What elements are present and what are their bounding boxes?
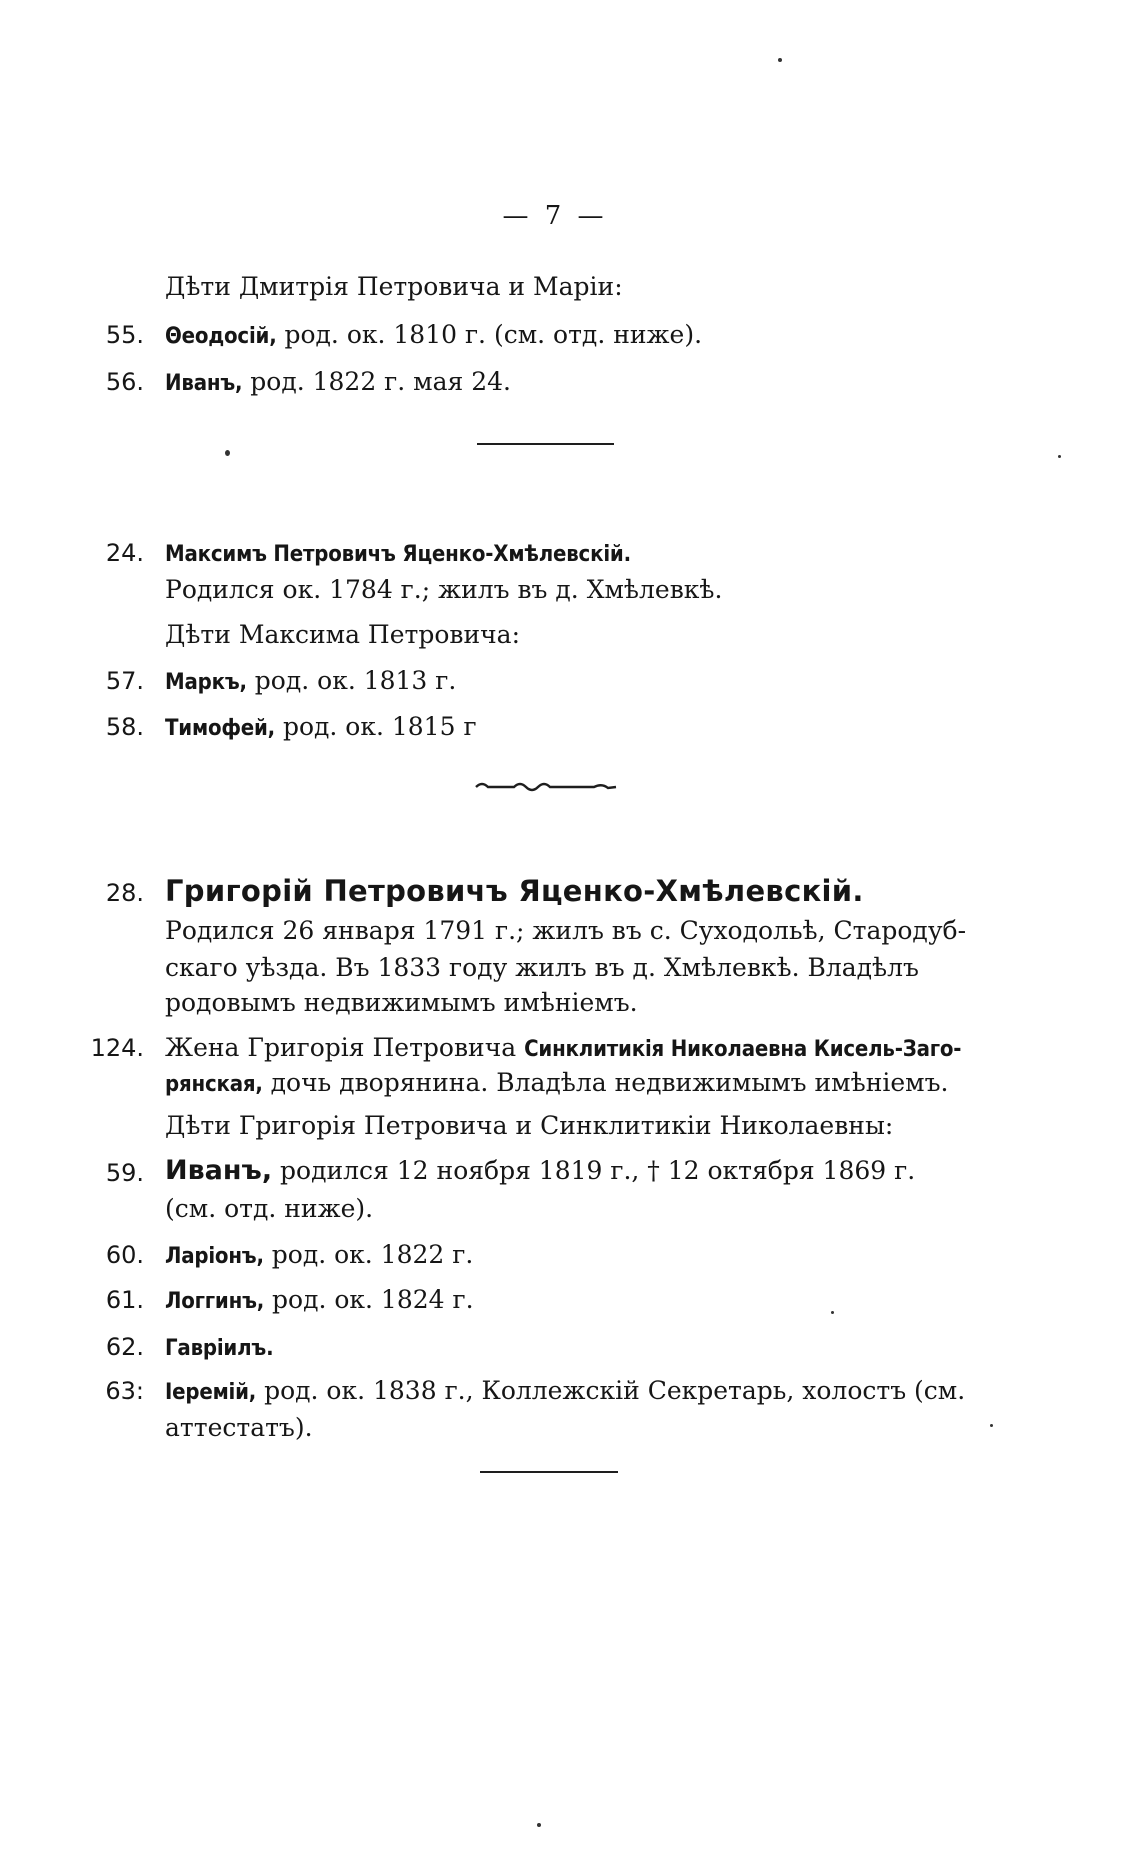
ornamental-divider [474, 780, 619, 794]
entry-number: 63: [105, 1377, 144, 1405]
entry-text: дочь дворянина. Владѣла недвижимымъ имѣніемъ. [262, 1068, 949, 1097]
entry-text: род. ок. 1822 г. [263, 1240, 474, 1269]
bio-grigory-line: скаго уѣзда. Въ 1833 году жилъ въ д. Хмѣлевкѣ. Владѣлъ [165, 953, 919, 982]
entry-number: 61. [105, 1286, 144, 1314]
wife-entry-line2 [165, 1068, 948, 1100]
entry-number: 59. [105, 1159, 144, 1187]
person-name: Гавріилъ. [165, 1336, 274, 1361]
entry-number: 124. [90, 1034, 144, 1062]
scan-speck [778, 58, 782, 62]
entry-56 [165, 367, 511, 399]
entry-text: род. ок. 1815 г [275, 712, 477, 741]
entry-number: 28. [105, 879, 144, 907]
children-heading-grigory: Дѣти Григорія Петровича и Синклитикіи Николаевны: [165, 1111, 894, 1140]
person-heading-maxim [165, 538, 631, 570]
entry-number: 62. [105, 1333, 144, 1361]
person-name: Иванъ, [165, 371, 243, 396]
bio-grigory-line: родовымъ недвижимымъ имѣніемъ. [165, 988, 638, 1017]
bio-maxim: Родился ок. 1784 г.; жилъ въ д. Хмѣлевкѣ. [165, 575, 723, 604]
entry-62 [165, 1332, 273, 1364]
person-name: Иванъ, [165, 1155, 273, 1186]
person-name: Максимъ Петровичъ Яценко-Хмѣлевскій. [165, 542, 631, 567]
children-heading-maxim: Дѣти Максима Петровича: [165, 620, 521, 649]
person-name: Синклитикія Николаевна Кисель-Заго- [524, 1037, 962, 1062]
person-name: рянская, [165, 1072, 263, 1097]
page-number: — 7 — [502, 201, 608, 231]
person-name: Ларіонъ, [165, 1244, 264, 1269]
scan-speck [537, 1823, 541, 1827]
entry-text: род. ок. 1838 г., Коллежскій Секретарь, холостъ (см. [256, 1376, 966, 1405]
entry-text: родился 12 ноября 1819 г., † 12 октября 1869 г. [272, 1156, 916, 1185]
entry-57 [165, 666, 456, 698]
entry-number: 58. [105, 713, 144, 741]
wife-prefix: Жена Григорія Петровича [165, 1033, 525, 1062]
entry-number: 24. [105, 539, 144, 567]
person-name: Іеремій, [165, 1380, 257, 1405]
entry-63-line1 [165, 1376, 965, 1408]
person-name: Тимофей, [165, 716, 276, 741]
entry-58 [165, 712, 477, 744]
entry-number: 60. [105, 1241, 144, 1269]
entry-text: род. ок. 1813 г. [246, 666, 457, 695]
person-name: Маркъ, [165, 670, 247, 695]
entry-60 [165, 1240, 473, 1272]
entry-63-line2: аттестатъ). [165, 1413, 313, 1442]
entry-61 [165, 1285, 474, 1317]
entry-number: 57. [105, 667, 144, 695]
person-heading-grigory [165, 876, 864, 908]
wife-entry-line1 [165, 1033, 961, 1065]
entry-number: 55. [105, 321, 144, 349]
person-name: Θеодосій, [165, 324, 277, 349]
entry-text: род. ок. 1824 г. [264, 1285, 474, 1314]
entry-text: род. ок. 1810 г. (см. отд. ниже). [276, 320, 703, 349]
entry-55 [165, 320, 702, 352]
person-name: Григорій Петровичъ Яценко-Хмѣлевскій. [165, 874, 864, 908]
entry-number: 56. [105, 368, 144, 396]
scan-speck [990, 1424, 993, 1427]
bio-grigory-line: Родился 26 января 1791 г.; жилъ въ с. Суходольѣ, Стародуб- [165, 916, 967, 945]
section-divider [480, 1471, 618, 1473]
entry-text: род. 1822 г. мая 24. [242, 367, 512, 396]
entry-59-line2: (см. отд. ниже). [165, 1194, 374, 1223]
person-name: Логгинъ, [165, 1289, 265, 1314]
scan-speck [831, 1311, 834, 1314]
children-heading-dmitry: Дѣти Дмитрія Петровича и Маріи: [165, 272, 623, 301]
entry-59-line1 [165, 1156, 915, 1186]
scan-speck [225, 450, 230, 456]
section-divider [477, 443, 614, 445]
scan-speck [1058, 455, 1061, 458]
